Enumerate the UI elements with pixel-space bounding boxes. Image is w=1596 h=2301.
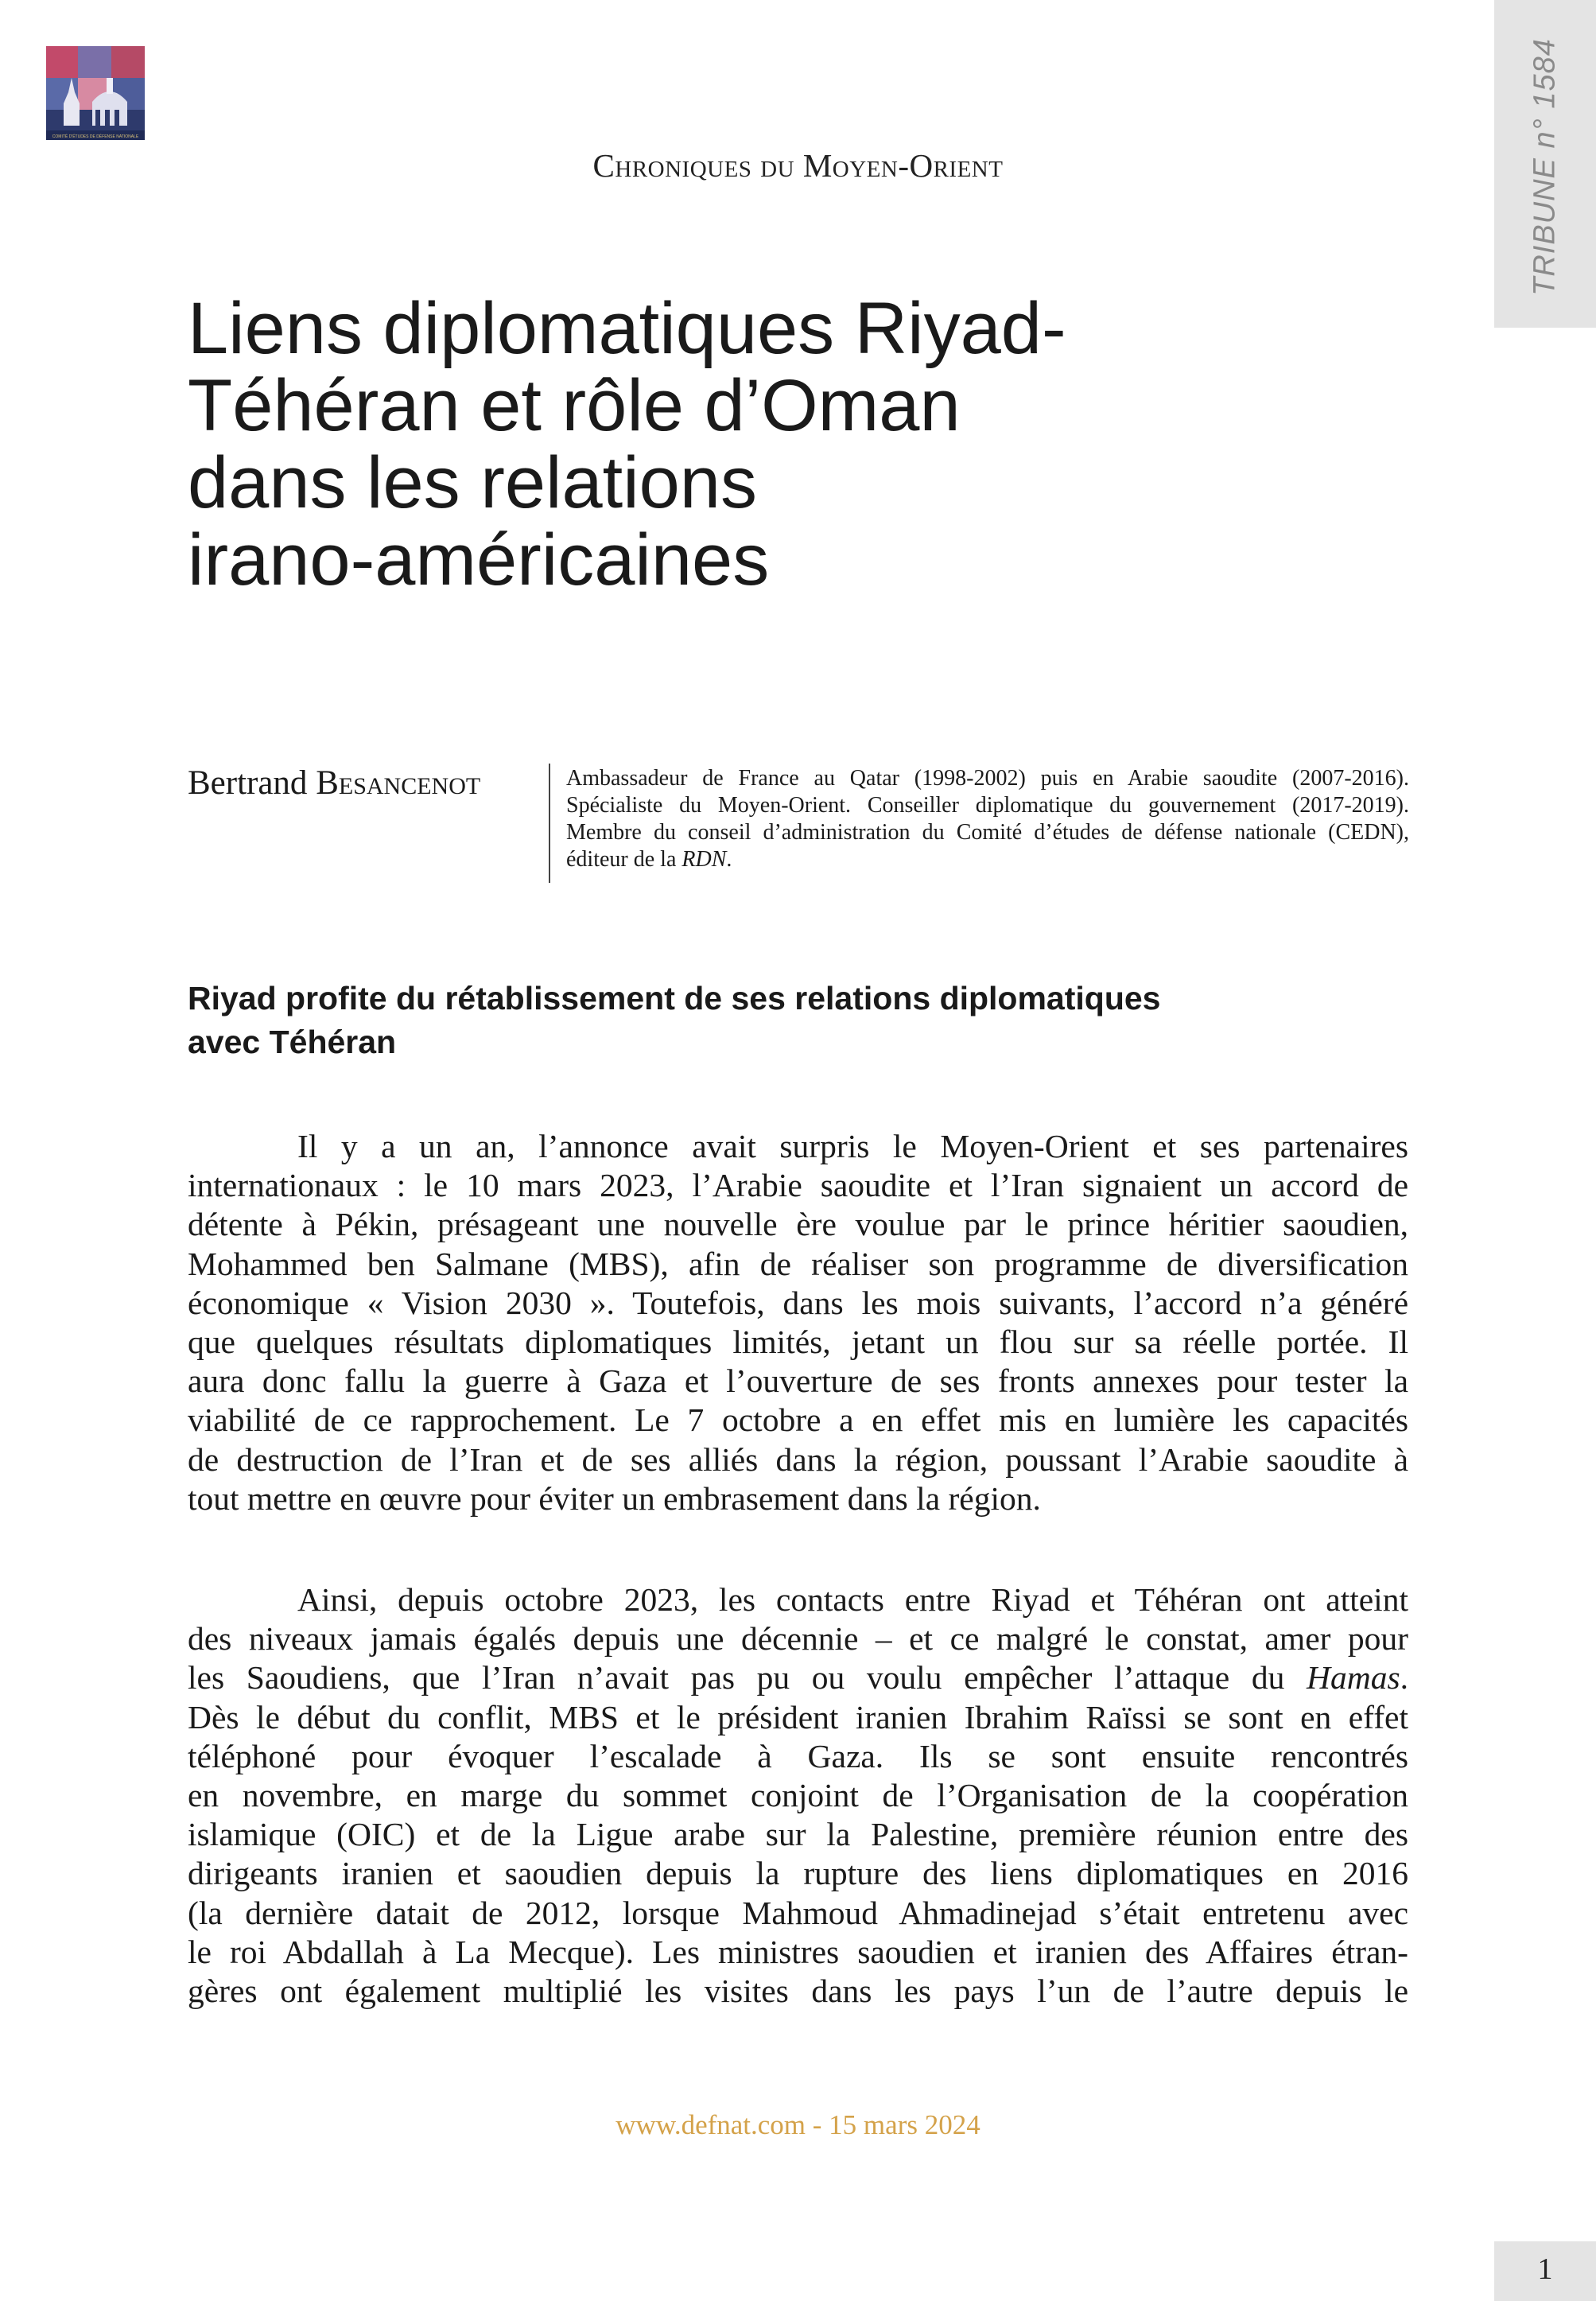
- text-segment: .: [1400, 1659, 1408, 1697]
- title-line: dans les relations: [188, 442, 757, 523]
- title-line: irano-américaines: [188, 519, 770, 601]
- title-line: Téhéran et rôle d’Oman: [188, 365, 961, 446]
- title-line: Liens diplomatiques Riyad-: [188, 288, 1066, 369]
- text-line: le roi Abdallah à La Mecque). Les ministres saoudien et iranien des Affaires étran-: [188, 1933, 1408, 1970]
- text-line: Mohammed ben Salmane (MBS), afin de réaliser son programme de diversification: [188, 1245, 1408, 1282]
- author-name: [188, 764, 480, 803]
- text-line: des niveaux jamais égalés depuis une décennie – et ce malgré le constat, amer pour: [188, 1620, 1408, 1658]
- text-line: économique « Vision 2030 ». Toutefois, dans les mois suivants, l’accord n’a généré: [188, 1284, 1408, 1321]
- footer-url-date: www.defnat.com - 15 mars 2024: [615, 2109, 981, 2140]
- text-line: (la dernière datait de 2012, lorsque Mahmoud Ahmadinejad s’était entretenu avec: [188, 1894, 1408, 1931]
- series-header: Chroniques du Moyen-Orient: [592, 147, 1004, 184]
- text-line: aura donc fallu la guerre à Gaza et l’ouverture de ses fronts annexes pour tester la: [188, 1362, 1408, 1400]
- author-last-name: Besancenot: [316, 764, 481, 802]
- bio-journal: RDN: [682, 847, 727, 872]
- author-bio: [566, 765, 1409, 873]
- paragraph-2: [188, 1580, 1408, 2011]
- bio-divider: [549, 764, 550, 883]
- section-heading-line: Riyad profite du rétablissement de ses relations diplomatiques: [188, 980, 1161, 1016]
- text-line: de destruction de l’Iran et de ses alliés dans la région, poussant l’Arabie saoudite à: [188, 1440, 1408, 1478]
- article-title: [188, 290, 1317, 599]
- bio-text: Ambassadeur de France au Qatar (1998-2002) puis en Arabie saoudite (2007-2016). Spécialiste du Moyen-Orient. Conseiller diplomatique du gouvernement (2017-2019). Membre du conseil d’administration du Comité d’études de défense nationale (CEDN), éditeur de la: [566, 766, 1409, 872]
- section-heading-line: avec Téhéran: [188, 1024, 397, 1060]
- text-segment: les Saoudiens, que l’Iran n’avait pas pu ou voulu empêcher l’attaque du: [188, 1659, 1307, 1697]
- text-line: Il y a un an, l’annonce avait surpris le Moyen-Orient et ses partenaires: [297, 1128, 1408, 1164]
- text-line: tout mettre en œuvre pour éviter un embrasement dans la région.: [188, 1479, 1041, 1517]
- text-line: [188, 1658, 1408, 1697]
- defense-review-emblem-icon: [46, 46, 145, 140]
- tribune-number: TRIBUNE n° 1584: [1528, 38, 1562, 296]
- text-line: détente à Pékin, présageant une nouvelle ère voulue par le prince héritier saoudien,: [188, 1206, 1408, 1243]
- text-line: gères ont également multiplié les visites dans les pays l’un de l’autre depuis le: [188, 1972, 1408, 2009]
- text-line: internationaux : le 10 mars 2023, l’Arabie saoudite et l’Iran signaient un accord de: [188, 1167, 1408, 1204]
- text-line: téléphoné pour évoquer l’escalade à Gaza. Ils se sont ensuite rencontrés: [188, 1737, 1408, 1774]
- text-line: que quelques résultats diplomatiques limités, jetant un flou sur sa réelle portée. Il: [188, 1323, 1408, 1360]
- paragraph-1: [188, 1127, 1408, 1518]
- text-line: Ainsi, depuis octobre 2023, les contacts entre Riyad et Téhéran ont atteint: [297, 1581, 1408, 1618]
- bio-end: .: [726, 847, 732, 872]
- page-number: 1: [1537, 2252, 1553, 2286]
- text-line: islamique (OIC) et de la Ligue arabe sur la Palestine, première réunion entre des: [188, 1816, 1408, 1853]
- author-first-name: Bertrand: [188, 764, 308, 802]
- italic-term: Hamas: [1307, 1659, 1400, 1697]
- publication-logo: [46, 46, 145, 140]
- section-heading: [188, 977, 1428, 1064]
- logo-caption: COMITÉ D'ÉTUDES DE DÉFENSE NATIONALE: [52, 134, 139, 139]
- text-line: dirigeants iranien et saoudien depuis la rupture des liens diplomatiques en 2016: [188, 1855, 1408, 1892]
- text-line: Dès le début du conflit, MBS et le président iranien Ibrahim Raïssi se sont en effet: [188, 1698, 1408, 1735]
- text-line: viabilité de ce rapprochement. Le 7 octobre a en effet mis en lumière les capacités: [188, 1401, 1408, 1439]
- text-line: en novembre, en marge du sommet conjoint de l’Organisation de la coopération: [188, 1776, 1408, 1813]
